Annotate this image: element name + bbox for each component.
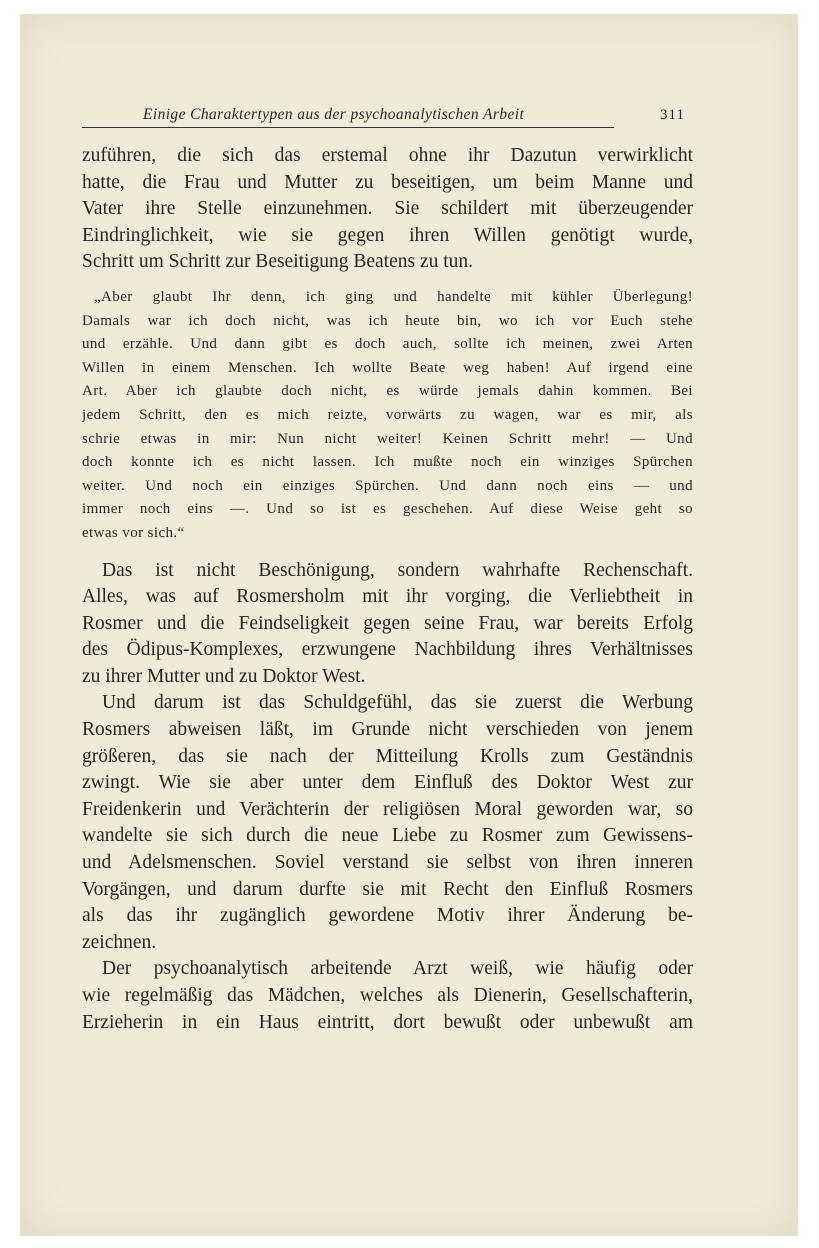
quote-line: immer noch eins —. Und so ist es geschehen. Auf diese Weise geht so bbox=[82, 501, 693, 518]
quote-line: Willen in einem Menschen. Ich wollte Beate weg haben! Auf irgend eine bbox=[82, 359, 693, 376]
text-line: Schritt um Schritt zur Beseitigung Beatens zu tun. bbox=[82, 251, 474, 273]
main-text bbox=[82, 143, 693, 1036]
text-line: zuführen, die sich das erstemal ohne ihr Dazutun verwirklicht bbox=[82, 145, 693, 166]
text-line: größeren, das sie nach der Mitteilung Krolls zum Geständnis bbox=[82, 745, 693, 767]
text-line: Eindringlichkeit, wie sie gegen ihren Willen genötigt wurde, bbox=[82, 224, 693, 246]
text-line: Das ist nicht Beschönigung, sondern wahrhafte Rechenschaft. bbox=[102, 559, 693, 581]
running-head bbox=[143, 106, 685, 124]
quote-line: und erzähle. Und dann gibt es doch auch, sollte ich meinen, zwei Arten bbox=[82, 336, 693, 353]
quote-line: doch konnte ich es nicht lassen. Ich mußte noch ein winziges Spürchen bbox=[82, 454, 693, 471]
text-line: Freidenkerin und Verächterin der religiösen Moral geworden war, so bbox=[82, 798, 693, 820]
text-line: zeichnen. bbox=[82, 931, 157, 953]
quote-line: „Aber glaubt Ihr denn, ich ging und handelte mit kühler Überlegung! bbox=[94, 288, 693, 305]
quote-line: Art. Aber ich glaubte doch nicht, es würde jemals dahin kommen. Bei bbox=[82, 383, 693, 400]
text-line: des Ödipus-Komplexes, erzwungene Nachbildung ihres Verhältnisses bbox=[82, 639, 693, 661]
text-line: wandelte sie sich durch die neue Liebe zu Rosmer zum Gewissens- bbox=[82, 825, 693, 847]
paragraph-4 bbox=[82, 956, 693, 1036]
text-line: Vater ihre Stelle einzunehmen. Sie schildert mit überzeugender bbox=[82, 198, 693, 220]
quote-line: Damals war ich doch nicht, was ich heute bin, wo ich vor Euch stehe bbox=[82, 312, 693, 329]
text-line: zu ihrer Mutter und zu Doktor West. bbox=[82, 665, 366, 687]
block-quote bbox=[82, 286, 693, 546]
text-line: und Adelsmenschen. Soviel verstand sie selbst von ihren inneren bbox=[82, 852, 693, 874]
text-line: Alles, was auf Rosmersholm mit ihr vorging, die Verliebtheit in bbox=[82, 586, 693, 608]
quote-line: jedem Schritt, den es mich reizte, vorwärts zu wagen, war es mir, als bbox=[82, 406, 693, 423]
page-number: 311 bbox=[660, 107, 685, 123]
paragraph-1 bbox=[82, 143, 693, 276]
text-line: Der psychoanalytisch arbeitende Arzt weiß, wie häufig oder bbox=[102, 958, 693, 980]
text-line: als das ihr zugänglich gewordene Motiv ihrer Änderung be- bbox=[82, 905, 693, 927]
text-line: Erzieherin in ein Haus eintritt, dort bewußt oder unbewußt am bbox=[82, 1011, 693, 1033]
text-line: Vorgängen, und darum durfte sie mit Recht den Einfluß Rosmers bbox=[82, 878, 693, 900]
text-line: Rosmers abweisen läßt, im Grunde nicht verschieden von jenem bbox=[82, 719, 693, 741]
text-line: Rosmer und die Feindseligkeit gegen seine Frau, war bereits Erfolg bbox=[82, 612, 693, 634]
quote-line: weiter. Und noch ein einziges Spürchen. Und dann noch eins — und bbox=[82, 477, 693, 494]
text-line: Und darum ist das Schuldgefühl, das sie zuerst die Werbung bbox=[102, 692, 693, 714]
running-title: Einige Charaktertypen aus der psychoanalytischen Arbeit bbox=[143, 106, 525, 123]
text-line: zwingt. Wie sie aber unter dem Einfluß des Doktor West zur bbox=[82, 772, 693, 794]
paragraph-2 bbox=[82, 558, 693, 691]
text-line: hatte, die Frau und Mutter zu beseitigen, um beim Manne und bbox=[82, 171, 693, 193]
text-line: wie regelmäßig das Mädchen, welches als Dienerin, Gesellschafterin, bbox=[82, 985, 693, 1006]
quote-line: etwas vor sich.“ bbox=[82, 524, 185, 541]
quote-line: schrie etwas in mir: Nun nicht weiter! Keinen Schritt mehr! — Und bbox=[82, 430, 693, 447]
header-rule bbox=[82, 127, 614, 128]
paragraph-3 bbox=[82, 690, 693, 956]
